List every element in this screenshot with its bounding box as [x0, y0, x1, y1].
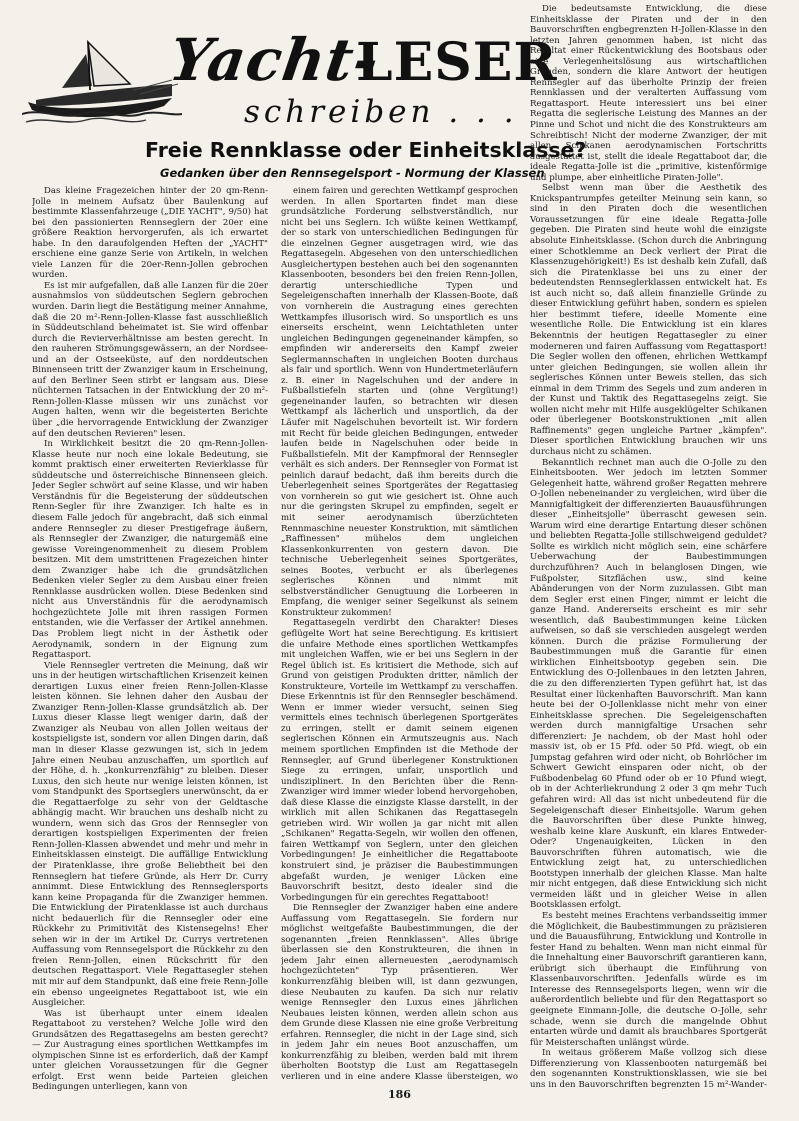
article-paragraph: Viele Rennsegler vertreten die Meinung, daß wir uns in der heutigen wirtschaftlichen Krisenzeit keinen derartigen Luxus einer freien Renn-Jollen-Klasse leisten können. Sie lehnen daher den Ausbau der Zwanziger Renn-Jollen-Klasse grundsätzlich ab. Der Luxus dieser Klasse liegt weniger darin, daß der Zwanziger als Neubau von allen Jollen weitaus der kostspieligste ist, sondern vor allen Dingen darin, daß man in dieser Klasse gezwungen ist, sich in jedem Jahre einen Neubau anzuschaffen, um sportlich auf der Höhe, d. h. „konkurrenzfähig" zu bleiben. Dieser Luxus, den sich heute nur wenige leisten können, ist vom Standpunkt des Sportseglers unerwünscht, da er die Regattaerfolge zu sehr von der Geldtasche abhängig macht. Wir brauchen uns deshalb nicht zu wundern, wenn sich das Gros der Rennsegler von derartigen kostspieligen Experimenten der freien Renn-Jollen-Klassen abwendet und mehr und mehr in Einheitsklassen einsteigt. Die auffällige Entwicklung der Piratenklasse, ihre große Beliebtheit bei den Rennseglern hat tiefere Gründe, als Herr Dr. Curry annimmt. Diese Entwicklung des Rennseglersports kann keine Propaganda für die Zwanziger hemmen. Die Entwicklung der Piratenklasse ist auch durchaus nicht bedauerlich für die Rennsegler oder eine Rückkehr zu Primitivität des Kistensegelns! Eher sehen wir in der im Artikel Dr. Currys vertretenen Auffassung vom Rennsegelsport die Rückkehr zu den freien Renn-Jollen, einen Rückschritt für den deutschen Regattasport. Viele Regattasegler stehen mit mir auf dem Standpunkt, daß eine freie Renn-Jolle ein ebenso ungeeignetes Regattaboot ist, wie ein Ausgleicher.	[32, 660, 268, 1009]
article-paragraph: einem fairen und gerechten Wettkampf gesprochen werden. In allen Sportarten findet man diese grundsätzliche Forderung selbstverständlich, nur nicht bei uns Seglern. Ich wüßte keinen Wettkampf, der so stark von unterschiedlichen Bedingungen für die einzelnen Gegner ausgetragen wird, wie das Regattasegeln. Abgesehen von den unterschiedlichen Ausgleichertypen bestehen auch bei den sogenannten Klassenbooten, besonders bei den freien Renn-Jollen, derartig unterschiedliche Typen und Segeleigenschaften innerhalb der Klassen-Boote, daß von vornherein die Austragung eines gerechten Wettkampfes illusorisch wird. So unsportlich es uns einerseits erscheint, wenn Leichtathleten unter ungleichen Bedingungen gegeneinander kämpfen, so empfinden wir andererseits den Kampf zweier Seglermannschaften in ungleichen Booten durchaus als fair und sportlich. Wenn von Hundertmeterläufern z. B. einer in Nagelschuhen und der andere in Fußballstiefeln starten und (ohne Vergütung!) gegeneinander laufen, so betrachten wir diesen Wettkampf als lächerlich und unsportlich, da der Läufer mit Nagelschuhen bevorteilt ist. Wir fordern mit Recht für beide gleichen Bedingungen, entweder laufen beide in Nagelschuhen oder beide in Fußballstiefeln. Mit der Kampfmoral der Rennsegler verhält es sich anders. Der Rennsegler von Format ist peinlich darauf bedacht, daß ihm bereits durch die Ueberlegenheit seines Sportgerätes der Regattasieg von vornherein so gut wie gesichert ist. Ohne auch nur die geringsten Skrupel zu empfinden, segelt er mit seiner aerodynamisch überzüchteten Rennmaschine neuester Konstruktion, mit sämtlichen „Raffinessen" mühelos dem ungleichen Klassenkonkurrenten von gestern davon. Die technische Ueberlegenheit seines Sportgerätes, seines Bootes, verbucht er als überlegenes seglerisches Können und nimmt mit selbstverständlicher Genugtuung die Lorbeeren in Empfang, die weniger seiner Segelkunst als seinem Konstrukteur zukommen!	[281, 186, 518, 618]
article-title: Freie Rennklasse oder Einheitsklasse?	[145, 138, 587, 162]
article-paragraph: Es ist mir aufgefallen, daß alle Lanzen für die 20er ausnahmslos von süddeutschen Seglern gebrochen wurden. Darin liegt die Bestätigung meiner Annahme, daß die 20 m²-Renn-Jollen-Klasse fast ausschließlich in Süddeutschland beheimatet ist. Sie wird offenbar durch die Revierverhältnisse am besten gerecht. In den rauheren Strömungsgewässern, an der Nordsee- und an der Ostseeküste, auf den norddeutschen Binnenseen tritt der Zwanziger kaum in Erscheinung, auf den Berliner Seen stirbt er langsam aus. Diese nüchternen Tatsachen in der Entwicklung der 20 m²-Renn-Jollen-Klasse müssen wir uns zunächst vor Augen halten, wenn wir die begeisterten Berichte über „die hervorragende Entwicklung der Zwanziger auf den deutschen Revieren" lesen.	[32, 280, 268, 439]
article-subtitle: Gedanken über den Rennsegelsport - Normung der Klassen	[160, 166, 545, 180]
article-paragraph: Was ist überhaupt unter einem idealen Regattaboot zu verstehen? Welche Jolle wird den Grundsätzen des Regattasegelns am besten gerecht? — Zur Austragung eines sportlichen Wettkampfes im olympischen Sinne ist es erforderlich, daß der Kampf unter gleichen Voraussetzungen für die Gegner erfolgt. Erst wenn beide Parteien gleichen Bedingungen unterliegen, kann von	[32, 1008, 268, 1092]
article-paragraph: Regattasegeln verdirbt den Charakter! Dieses geflügelte Wort hat seine Berechtigung. Es kritisiert die unfaire Methode eines sportlichen Wettkampfes mit ungleichen Waffen, wie er bei uns Seglern in der Regel üblich ist. Es kritisiert die Methode, sich auf Grund von geistigen Produkten dritter, nämlich der Konstrukteure, Vorteile im Wettkampf zu verschaffen. Diese Erkenntnis ist für den Rennsegler beschämend. Wenn er immer wieder versucht, seinen Sieg vermittels eines technisch überlegenen Sportgerätes zu erringen, stellt er damit seinem eigenen seglerischen Können ein Armutszeugnis aus. Nach meinem sportlichen Empfinden ist die Methode der Rennsegler, auf Grund überlegener Konstruktionen Siege zu erringen, unfair, unsportlich und undisziplinert. In den Berichten über die Renn-Zwanziger wird immer wieder lobend hervorgehoben, daß diese Klasse die einzigste Klasse darstellt, in der wirklich mit allen Schikanen das Regattasegeln getrieben wird. Wir wollen ja gar nicht mit allen „Schikanen" Regatta-Segeln, wir wollen den offenen, fairen Wettkampf von Seglern, unter den gleichen Vorbedingungen! Je einheitlicher die Regattaboote konstruiert sind, je präziser die Baubestimmungen abgefaßt wurden, je weniger Lücken eine Bauvorschrift besitzt, desto idealer sind die Vorbedingungen für ein gerechtes Regattaboot!	[281, 618, 518, 903]
article-paragraph: Die Rennsegler der Zwanziger haben eine andere Auffassung vom Regattasegeln. Sie fordern nur möglichst weitgefaßte Baubestimmungen, die der sogenannten „freien Rennklassen". Alles übrige überlassen sie den Konstrukteuren, die ihnen in jedem Jahr einen allerneuesten „aerodynamisch hochgezüchteten" Typ präsentieren. Wer konkurrenzfähig bleiben will, ist dann gezwungen, diese Neubauten zu kaufen. Da sich nur relativ wenige Rennsegler den Luxus eines jährlichen Neubaues leisten können, werden allein schon aus dem Grunde diese Klassen nie eine große Verbreitung erfahren. Rennsegler, die nicht in der Lage sind, sich in jedem Jahr ein neues Boot anzuschaffen, um konkurrenzfähig zu bleiben, werden bald mit ihrem überholten Bootstyp die Lust am Regattasegeln verlieren und in eine andere Klasse übersteigen, wo	[281, 903, 518, 1081]
sailboat-illustration	[22, 40, 182, 126]
article-paragraph: Es besteht meines Erachtens verbandsseitig immer die Möglichkeit, die Baubestimmungen zu präzisieren und die Bauausführung, Entwicklung und Kontrolle in fester Hand zu behalten. Wenn man nicht einmal für die Innehaltung einer Bauvorschrift garantieren kann, erübrigt sich überhaupt die Einführung von Klassenbauvorschriften. Jedenfalls würde es im Interesse des Rennsegelsports liegen, wenn wir die außerordentlich beliebte und für den Regattasport so geeignete Einmann-Jolle, die deutsche O-Jolle, sehr schade, wenn sie durch die mangelnde Obhut entarten würde und damit als brauchbares Sportgerät für Meisterschaften unlängst würde.	[530, 911, 767, 1048]
article-paragraph: In Wirklichkeit besitzt die 20 qm-Renn-Jollen-Klasse heute nur noch eine lokale Bedeutung, sie kommt praktisch einer erweiterten Revierklasse für süddeutsche und österreichische Binnenseen gleich. Jeder Segler schwört auf seine Klasse, und wir haben Verständnis für die Begeisterung der süddeutschen Renn-Segler für ihre Zwanziger. Ich halte es in diesem Falle jedoch für angebracht, daß sich einmal andere Rennsegler zu dieser Prestigefrage äußern, als Rennsegler der Zwanziger, die naturgemäß eine gewisse Voreingenommenheit zu diesem Problem besitzen. Mit dem umstrittenen Fragezeichen hinter dem Zwanziger habe ich die grundsätzlichen Bedenken vieler Segler zu dem Ausbau einer freien Rennklasse ausdrücken wollen. Diese Bedenken sind nicht aus Unverständnis für die aerodynamisch hochgezüchtete Jolle mit ihren rassigen Formen entstanden, wie die Verfasser der Artikel annehmen. Das Problem liegt nicht in der Ästhetik oder Aerodynamik, sondern in der Eignung zum Regattasport.	[32, 439, 268, 661]
article-paragraph: Bekanntlich rechnet man auch die O-Jolle zu den Einheitsbooten. Wer jedoch im letzten Sommer Gelegenheit hatte, während großer Regatten mehrere O-Jollen nebeneinander zu vergleichen, wird über die Mannigfaltigkeit der differenzierten Bauausführungen dieser „Einheitsjolle" überrascht gewesen sein. Warum wird eine derartige Entartung dieser schönen und beliebten Regatta-Jolle stillschweigend geduldet? Sollte es wirklich nicht möglich sein, eine schärfere Ueberwachung der Baubestimmungen durchzuführen? Auch in belanglosen Dingen, wie Fußpolster, Sitzflächen usw., sind keine Abänderungen von der Norm zuzulassen. Gibt man dem Segler erst einen Finger, nimmt er leicht die ganze Hand. Andererseits erscheint es mir sehr wesentlich, daß Baubestimmungen keine Lücken aufweisen, so daß sie verschieden ausgelegt werden können. Durch die präzise Formulierung der Baubestimmungen muß die Garantie für einen wirklichen Einheitsbootyp gegeben sein. Die Entwicklung des O-Jollenbaues in den letzten Jahren, die zu den differenzierten Typen geführt hat, ist das Resultat einer lückenhaften Bauvorschrift. Man kann heute bei der O-Jollenklasse nicht mehr von einer Einheitsklasse sprechen. Die Segeleigenschaften werden durch mannigfaltige Ursachen sehr differenziert: Je nachdem, ob der Mast hohl oder massiv ist, ob er 15 Pfd. oder 50 Pfd. wiegt, ob ein Jumpstag gefahren wird oder nicht, ob Bohrlöcher im Schwert Gewicht einsparen oder nicht, ob der Fußbodenbelag 60 Pfund oder ob er 10 Pfund wiegt, ob in der Achterliekrundung 2 oder 3 qm mehr Tuch gefahren wird: All das ist nicht unbedeutend für die Segeleigenschaft dieser Einheitsjolle. Warum gehen die Bauvorschriften über diese Punkte hinweg, weshalb keine klare Auskunft, ein klares Entweder-Oder? Ungenauigkeiten, Lücken in den Bauvorschriften führen automatisch, wie die Entwicklung zeigt hat, zu unterschiedlichen Bootstypen innerhalb der gleichen Klasse. Man halte mir nicht entgegen, daß diese Entwicklung sich nicht vermeiden läßt und in gleicher Weise in allen Bootsklassen erfolgt.	[530, 457, 767, 911]
article-paragraph: Die bedeutsamste Entwicklung, die diese Einheitsklasse der Piraten und der in den Bauvorschriften engbegrenzten H-Jollen-Klasse in den letzten Jahren genommen haben, ist nicht das Resultat einer Rückentwicklung des Bootsbaus oder eine Verlegenheitslösung aus wirtschaftlichen Gründen, sondern die klare Antwort der heutigen Rennsegler auf das überholte Prinzip der freien Rennklassen und der veralterten Auffassung vom Regattasport. Heute interessiert uns bei einer Regatta die seglerische Leistung des Mannes an der Pinne und Schot und nicht die des Konstrukteurs am Schreibtisch! Nicht der moderne Zwanziger, der mit allen Schikanen aerodynamischen Fortschritts ausgestattet ist, stellt die ideale Regattaboot dar, die ideale Regatta-Jolle ist die „primitive, kistenförmige und plumpe, aber einheitliche Piraten-Jolle".	[530, 4, 767, 183]
masthead-leser: LESER	[356, 32, 558, 93]
masthead-schreiben: schreiben . . .	[244, 94, 518, 130]
article-paragraph: Selbst wenn man über die Aesthetik des Knickspantrumpfes geteilter Meinung sein kann, so sind in den Piraten doch die wesentlichen Voraussetzungen für eine ideale Regatta-Jolle gegeben. Die Piraten sind heute wohl die einzigste absolute Einheitsklasse. (Schon durch die Anbringung einer Schotklemme an Deck verliert der Pirat die Klassenzugehörigkeit!) Es ist deshalb kein Zufall, daß sich die Piratenklasse bei uns zu einer der bedeutendsten Rennseglerklassen entwickelt hat. Es ist auch nicht so, daß allein finanzielle Gründe zu dieser Entwicklung geführt haben, sondern es spielen hier bestimmt tiefere, ideelle Momente eine wesentliche Rolle. Die Entwicklung ist ein klares Bekenntnis der heutigen Regattasegler zu einer moderneren und fairen Auffassung vom Regattasport! Die Segler wollen den offenen, ehrlichen Wettkampf unter gleichen Bedingungen, sie wollen allein ihr seglerisches Können unter Beweis stellen, das sich einmal in dem Trimm des Segels und zum anderen in der Kunst und Taktik des Regattasegelns zeigt. Sie wollen nicht mehr mit Hilfe ausgeklügelter Schikanen oder überlegener Bootskonstruktionen „mit allen Raffinements" gegen ungleiche Partner „kämpfen". Dieser sportlichen Entwicklung brauchen wir uns durchaus nicht zu schämen.	[530, 183, 767, 457]
article-column-2	[281, 186, 518, 1081]
article-paragraph: In weitaus größerem Maße vollzog sich diese Differenzierung von Klassenbooten naturgemäß bei den sogenannten Konstruktionsklassen, wie sie bei uns in den Bauvorschriften begrenzten 15 m²-Wander-	[530, 1048, 767, 1090]
article-paragraph: Das kleine Fragezeichen hinter der 20 qm-Renn-Jolle in meinem Aufsatz über Baulenkung auf bestimmte Klassenfahrzeuge („DIE YACHT", 9/50) hat bei den passionierten Rennseglern der 20er eine größere Reaktion hervorgerufen, als ich erwartet habe. In den daraufolgenden Heften der „YACHT" erschiene eine ganze Serie von Artikeln, in welchen viele Lanzen für die 20er-Renn-Jollen gebrochen wurden.	[32, 186, 268, 281]
article-column-3	[530, 4, 767, 1090]
page-number: 186	[388, 1088, 411, 1101]
article-column-1	[32, 186, 268, 1092]
masthead	[22, 18, 558, 136]
masthead-yacht: Yacht-	[165, 26, 384, 94]
